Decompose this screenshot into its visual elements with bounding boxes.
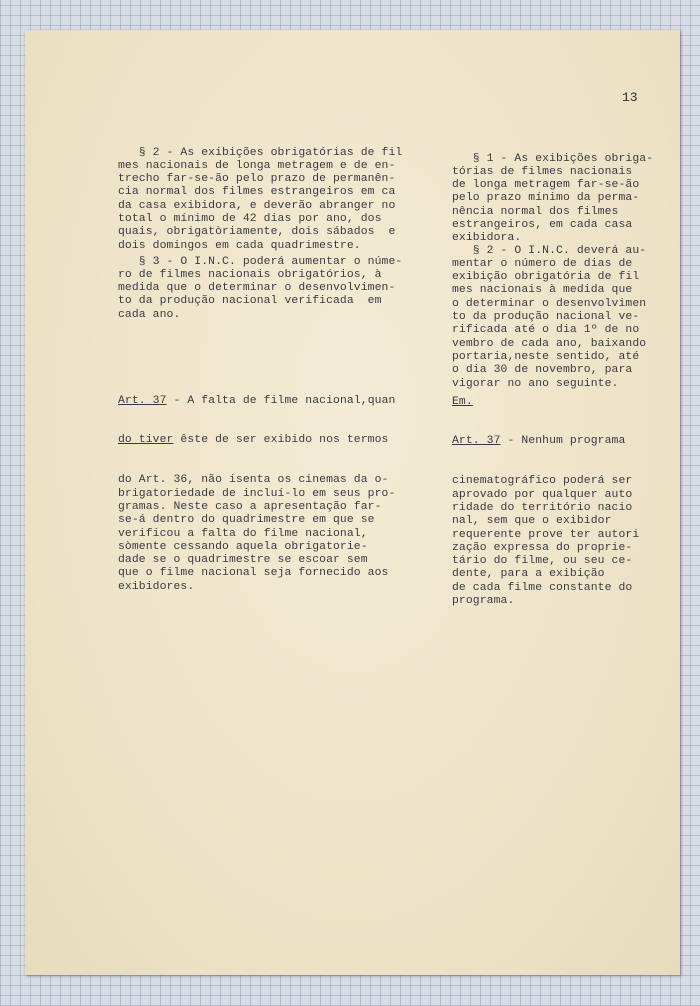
text-line: dente, para a exibição bbox=[452, 568, 605, 581]
text-line: mes nacionais à medida que bbox=[452, 284, 633, 297]
text-line: vigorar no ano seguinte. bbox=[452, 377, 619, 390]
text-line: pelo prazo mínimo da perma- bbox=[452, 192, 640, 205]
page-number: 13 bbox=[622, 90, 638, 105]
text-line: da casa exibidora, e deverão abranger no bbox=[118, 199, 396, 212]
left-art-37-second-text: êste de ser exibido nos termos bbox=[173, 434, 389, 447]
text-line: requerente prove ter autori bbox=[452, 528, 640, 541]
text-line: to da produção nacional verificada em bbox=[118, 295, 382, 308]
left-section-3 bbox=[118, 229, 438, 335]
right-em-label: Em. bbox=[452, 395, 473, 408]
text-line: cinematográfico poderá ser bbox=[452, 475, 633, 488]
text-line: verificou a falta do filme nacional, bbox=[118, 527, 368, 540]
text-line: mes nacionais de longa metragem e de en- bbox=[118, 159, 396, 172]
text-line: tário do filme, ou seu ce- bbox=[452, 555, 633, 568]
text-line: sòmente cessando aquela obrigatorie- bbox=[118, 540, 368, 553]
text-line: gramas. Neste caso a apresentação far- bbox=[118, 500, 382, 513]
text-line: tórias de filmes nacionais bbox=[452, 165, 633, 178]
text-line: trecho far-se-ão pelo prazo de permanên- bbox=[118, 173, 396, 186]
text-line: total o mínimo de 42 dias por ano, dos bbox=[118, 213, 382, 226]
text-line: § 2 - O I.N.C. deverá au- bbox=[452, 244, 647, 257]
text-line: exibição obrigatória de fil bbox=[452, 271, 640, 284]
right-em-label-line bbox=[452, 396, 662, 409]
text-line: nal, sem que o exibidor bbox=[452, 515, 612, 528]
left-art-37-label: Art. 37 bbox=[118, 394, 167, 407]
text-line: cada ano. bbox=[118, 308, 181, 321]
text-line: § 2 - As exibições obrigatórias de fil bbox=[118, 146, 403, 159]
text-line: de longa metragem far-se-ão bbox=[452, 179, 640, 192]
text-line: ro de filmes nacionais obrigatórios, à bbox=[118, 268, 382, 281]
text-line: vembro de cada ano, baixando bbox=[452, 337, 647, 350]
left-art-37-second-line bbox=[118, 434, 438, 447]
text-line: § 3 - O I.N.C. poderá aumentar o núme- bbox=[118, 255, 403, 268]
text-line: o determinar o desenvolvimen bbox=[452, 297, 647, 310]
text-line: dade se o quadrimestre se escoar sem bbox=[118, 554, 368, 567]
left-art-37-underlined-words: do tiver bbox=[118, 434, 174, 447]
text-line: ridade do território nacio bbox=[452, 501, 633, 514]
text-line: de cada filme constante do bbox=[452, 581, 633, 594]
text-line: cia normal dos filmes estrangeiros em ca bbox=[118, 186, 396, 199]
text-line: mentar o número de dias de bbox=[452, 257, 633, 270]
text-line: nência normal dos filmes bbox=[452, 205, 619, 218]
text-line: do Art. 36, não isenta os cinemas da o- bbox=[118, 474, 389, 487]
text-line: se-á dentro do quadrimestre em que se bbox=[118, 514, 375, 527]
text-line: exibidores. bbox=[118, 580, 195, 593]
left-art-37-lines bbox=[118, 474, 438, 594]
right-art-37-first-line bbox=[452, 435, 662, 448]
text-line: portaria,neste sentido, até bbox=[452, 350, 640, 363]
right-article-37 bbox=[452, 369, 662, 622]
text-line: medida que o determinar o desenvolvimen- bbox=[118, 282, 396, 295]
text-line: que o filme nacional seja fornecido aos bbox=[118, 567, 389, 580]
text-line: § 1 - As exibições obriga- bbox=[452, 152, 654, 165]
right-art-37-first-text: - Nenhum programa bbox=[500, 435, 626, 448]
text-line: o dia 30 de novembro, para bbox=[452, 364, 633, 377]
left-art-37-first-text: - A falta de filme nacional,quan bbox=[166, 394, 396, 407]
text-line: exibidora. bbox=[452, 232, 522, 245]
text-line: zação expressa do proprie- bbox=[452, 541, 633, 554]
text-line: aprovado por qualquer auto bbox=[452, 488, 633, 501]
text-line: programa. bbox=[452, 595, 515, 608]
left-article-37 bbox=[118, 368, 438, 607]
text-line: quais, obrigatòriamente, dois sábados e bbox=[118, 226, 396, 239]
text-line: to da produção nacional ve- bbox=[452, 311, 640, 324]
right-art-37-label: Art. 37 bbox=[452, 435, 501, 448]
text-line: estrangeiros, em cada casa bbox=[452, 219, 633, 232]
right-art-37-lines bbox=[452, 475, 662, 608]
left-section-3-lines bbox=[118, 256, 438, 322]
left-art-37-first-line bbox=[118, 395, 438, 408]
text-line: dois domingos em cada quadrimestre. bbox=[118, 239, 361, 252]
text-line: rificada até o dia 1º de no bbox=[452, 324, 640, 337]
text-line: brigatoriedade de incluí-lo em seus pro- bbox=[118, 487, 396, 500]
